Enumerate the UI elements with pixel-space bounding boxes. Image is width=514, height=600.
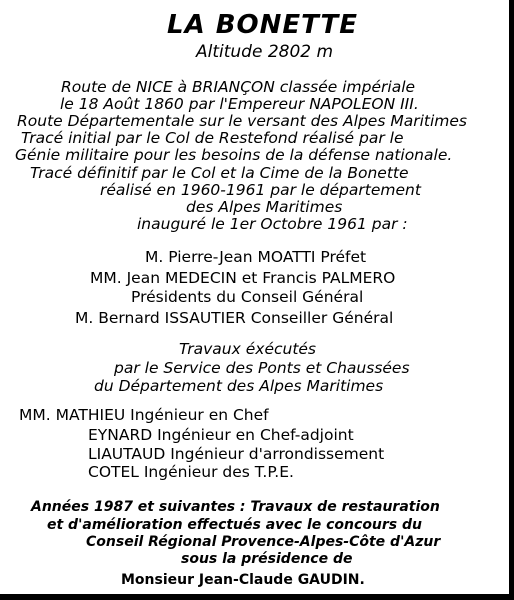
restoration-line: Monsieur Jean-Claude GAUDIN. <box>121 572 365 588</box>
official-line: M. Bernard ISSAUTIER Conseiller Général <box>75 309 394 327</box>
history-line: réalisé en 1960-1961 par le département <box>100 181 421 199</box>
engineer-line: MM. MATHIEU Ingénieur en Chef <box>19 406 269 424</box>
engineer-line: COTEL Ingénieur des T.P.E. <box>88 463 294 481</box>
official-line: MM. Jean MEDECIN et Francis PALMERO <box>90 269 396 287</box>
history-line: inauguré le 1er Octobre 1961 par : <box>137 215 408 233</box>
history-line: des Alpes Maritimes <box>186 198 343 216</box>
engineer-line: EYNARD Ingénieur en Chef-adjoint <box>88 426 354 444</box>
official-line: Présidents du Conseil Général <box>131 288 364 306</box>
plaque-title: LA BONETTE <box>167 10 359 40</box>
history-line: Route de NICE à BRIANÇON classée impériale <box>61 78 416 96</box>
official-line: M. Pierre-Jean MOATTI Préfet <box>145 248 367 266</box>
history-line: Tracé définitif par le Col et la Cime de la Bonette <box>30 164 409 182</box>
works-line: Travaux éxécutés <box>179 340 317 358</box>
restoration-line: sous la présidence de <box>181 551 353 567</box>
altitude-line: Altitude 2802 m <box>196 42 334 62</box>
works-line: par le Service des Ponts et Chaussées <box>114 359 410 377</box>
restoration-line: et d'amélioration effectués avec le concours du <box>47 517 422 533</box>
history-line: Génie militaire pour les besoins de la défense nationale. <box>15 146 453 164</box>
history-line: Tracé initial par le Col de Restefond réalisé par le <box>21 129 404 147</box>
plaque-edge-right <box>509 0 514 600</box>
plaque-edge-bottom <box>0 594 514 600</box>
restoration-line: Conseil Régional Provence-Alpes-Côte d'Azur <box>86 534 441 550</box>
history-line: Route Départementale sur le versant des Alpes Maritimes <box>17 112 467 130</box>
history-line: le 18 Août 1860 par l'Empereur NAPOLEON III. <box>60 95 419 113</box>
restoration-line: Années 1987 et suivantes : Travaux de restauration <box>31 499 440 515</box>
engineer-line: LIAUTAUD Ingénieur d'arrondissement <box>88 445 385 463</box>
works-line: du Département des Alpes Maritimes <box>94 377 384 395</box>
